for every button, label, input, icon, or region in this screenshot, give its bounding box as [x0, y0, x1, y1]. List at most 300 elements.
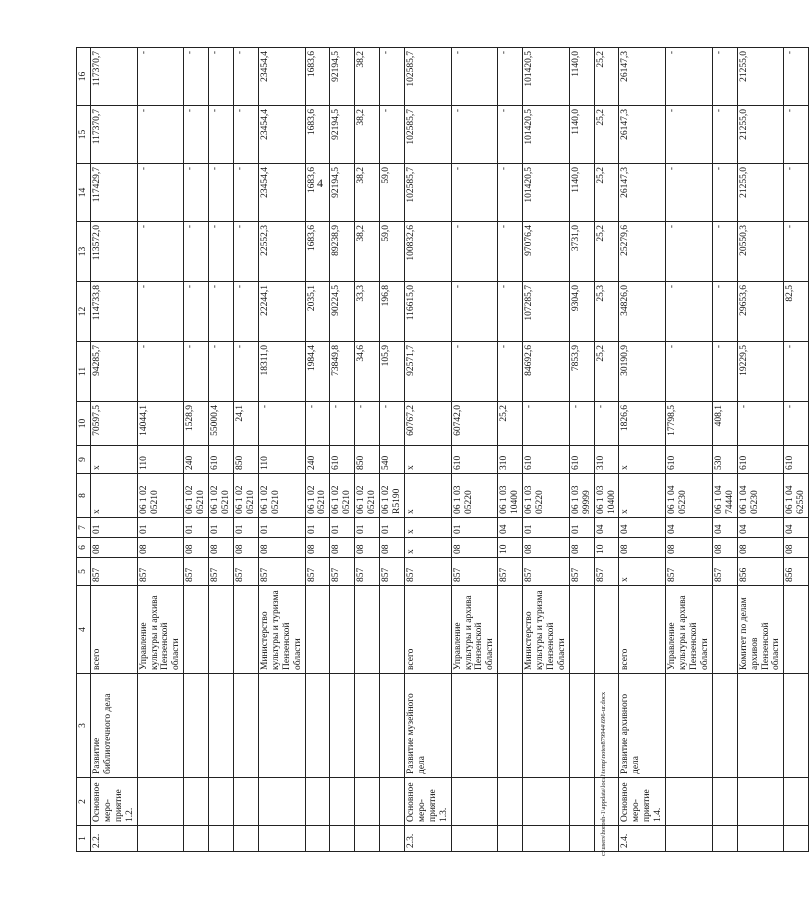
table-cell: 196,8 [380, 282, 405, 342]
table-cell: 25,2 [594, 342, 619, 402]
table-row [666, 48, 713, 852]
table-cell: - [137, 106, 184, 164]
table-cell: всего [404, 586, 451, 674]
table-cell: 06 1 04 05230 [666, 474, 713, 518]
header-cell: 8 [77, 474, 91, 518]
table-cell: - [451, 106, 498, 164]
table-cell [233, 778, 258, 826]
table-cell: 01 [233, 518, 258, 538]
table-cell: 117429,7 [90, 164, 137, 222]
table-row [137, 48, 184, 852]
table-cell: 97076,4 [523, 222, 570, 282]
table-cell [737, 778, 784, 826]
table-cell: 116615,0 [404, 282, 451, 342]
table-cell: - [498, 106, 523, 164]
table-cell: - [355, 402, 380, 446]
table-cell: 20550,3 [737, 222, 784, 282]
table-cell: 06 1 04 62550 [784, 474, 809, 518]
table-cell: 408,1 [712, 402, 737, 446]
table-cell: 610 [523, 446, 570, 474]
header-cell: 12 [77, 282, 91, 342]
table-cell: 08 [737, 538, 784, 558]
table-cell: - [137, 48, 184, 106]
table-cell: Управление культуры и архива Пензенской области [137, 586, 184, 674]
table-cell: 01 [380, 518, 405, 538]
table-row [523, 48, 570, 852]
table-cell: 30190,9 [619, 342, 666, 402]
table-cell: - [209, 282, 234, 342]
table-cell: 08 [233, 538, 258, 558]
table-cell: - [451, 282, 498, 342]
table-cell: 117370,7 [90, 106, 137, 164]
table-cell: - [784, 222, 809, 282]
table-cell [666, 674, 713, 778]
header-cell: 14 [77, 164, 91, 222]
table-cell: - [209, 48, 234, 106]
table-row [619, 48, 666, 852]
table-cell: 857 [380, 558, 405, 586]
table-cell: 857 [330, 558, 355, 586]
table-cell: 26147,3 [619, 164, 666, 222]
table-cell [233, 674, 258, 778]
table-cell: 25,2 [594, 106, 619, 164]
table-cell: 1140,0 [569, 164, 594, 222]
table-cell: - [498, 282, 523, 342]
table-cell: 857 [498, 558, 523, 586]
table-cell: - [233, 222, 258, 282]
table-cell: Министерство культуры и туризма Пензенской области [258, 586, 305, 674]
table-cell: 01 [137, 518, 184, 538]
table-cell: 82,5 [784, 282, 809, 342]
table-cell: х [404, 474, 451, 518]
table-cell: х [404, 518, 451, 538]
table-cell: 08 [523, 538, 570, 558]
table-cell [737, 826, 784, 852]
table-cell: - [233, 48, 258, 106]
table-cell: 101420,5 [523, 48, 570, 106]
table-cell: 08 [305, 538, 330, 558]
table-cell: 04 [666, 518, 713, 538]
table-cell: 2.2. [90, 826, 137, 852]
table-row [784, 48, 809, 852]
table-cell [451, 778, 498, 826]
table-cell: 857 [355, 558, 380, 586]
table-cell: 26147,3 [619, 106, 666, 164]
table-cell: - [666, 106, 713, 164]
table-cell: - [784, 164, 809, 222]
table-cell: 117370,7 [90, 48, 137, 106]
table-cell [305, 826, 330, 852]
table-cell: - [498, 222, 523, 282]
table-row [569, 48, 594, 852]
table-cell: 59,0 [380, 164, 405, 222]
table-cell: 102585,7 [404, 106, 451, 164]
table-cell: 29653,6 [737, 282, 784, 342]
table-cell: - [498, 342, 523, 402]
table-cell: 92194,5 [330, 48, 355, 106]
table-cell: 850 [355, 446, 380, 474]
table-cell: 850 [233, 446, 258, 474]
table-cell [305, 778, 330, 826]
table-cell: 34826,0 [619, 282, 666, 342]
table-cell: 857 [137, 558, 184, 586]
table-cell [330, 778, 355, 826]
table-cell: 08 [209, 538, 234, 558]
table-cell: 110 [258, 446, 305, 474]
header-cell: 15 [77, 106, 91, 164]
table-cell: 21255,0 [737, 48, 784, 106]
table-row [451, 48, 498, 852]
table-cell [355, 674, 380, 778]
table-cell [258, 674, 305, 778]
table-row [330, 48, 355, 852]
page-number: 4 [317, 176, 323, 190]
table-cell [380, 674, 405, 778]
table-cell [712, 674, 737, 778]
table-cell [569, 826, 594, 852]
table-cell: - [666, 48, 713, 106]
table-cell: 857 [90, 558, 137, 586]
table-cell [523, 778, 570, 826]
table-cell: - [451, 48, 498, 106]
table-cell: 110 [137, 446, 184, 474]
table-cell [784, 826, 809, 852]
table-cell: 08 [666, 538, 713, 558]
table-row [498, 48, 523, 852]
table-cell: 06 1 02 R5190 [380, 474, 405, 518]
table-cell [355, 586, 380, 674]
table-row [233, 48, 258, 852]
table-cell: 01 [451, 518, 498, 538]
header-cell: 1 [77, 826, 91, 852]
table-cell: Развитие библиотечного дела [90, 674, 137, 778]
table-cell: 01 [90, 518, 137, 538]
table-cell: 101420,5 [523, 164, 570, 222]
table-cell [209, 674, 234, 778]
table-cell: 04 [712, 518, 737, 538]
table-cell: 25,2 [594, 48, 619, 106]
table-cell: 610 [569, 446, 594, 474]
table-cell: Развитие музейного дела [404, 674, 451, 778]
table-cell: х [90, 446, 137, 474]
table-cell: 06 1 02 05210 [330, 474, 355, 518]
table-cell: - [498, 164, 523, 222]
table-cell: 08 [619, 538, 666, 558]
table-cell [209, 778, 234, 826]
table-cell: 38,2 [355, 164, 380, 222]
table-cell: 857 [666, 558, 713, 586]
table-cell [184, 674, 209, 778]
table-cell: 857 [184, 558, 209, 586]
table-cell: 1683,6 [305, 48, 330, 106]
table-cell: 38,2 [355, 48, 380, 106]
table-cell: всего [90, 586, 137, 674]
header-cell: 13 [77, 222, 91, 282]
table-cell: - [737, 402, 784, 446]
header-cell: 2 [77, 778, 91, 826]
table-cell: - [784, 342, 809, 402]
table-cell: 23454,4 [258, 48, 305, 106]
table-row [737, 48, 784, 852]
table-cell: 610 [784, 446, 809, 474]
table-cell: 04 [737, 518, 784, 538]
table-cell [666, 778, 713, 826]
table-cell: 610 [666, 446, 713, 474]
table-cell: 06 1 02 05210 [184, 474, 209, 518]
table-cell: 10 [594, 538, 619, 558]
table-cell [498, 778, 523, 826]
table-cell: 610 [330, 446, 355, 474]
budget-table [76, 47, 809, 852]
table-cell [305, 586, 330, 674]
table-cell: 857 [569, 558, 594, 586]
table-cell: 540 [380, 446, 405, 474]
table-cell: - [137, 282, 184, 342]
table-cell [184, 586, 209, 674]
table-cell: 310 [594, 446, 619, 474]
table-cell: - [258, 402, 305, 446]
table-cell: 84692,6 [523, 342, 570, 402]
table-row [90, 48, 137, 852]
table-cell [451, 826, 498, 852]
table-cell [233, 826, 258, 852]
table-cell [233, 586, 258, 674]
table-cell: - [712, 222, 737, 282]
table-cell: 610 [209, 446, 234, 474]
table-cell: 04 [498, 518, 523, 538]
table-cell: - [712, 106, 737, 164]
table-cell: 23454,4 [258, 164, 305, 222]
table-cell [258, 826, 305, 852]
table-cell [498, 674, 523, 778]
table-cell: Развитие архивного дела [619, 674, 666, 778]
table-cell: 08 [90, 538, 137, 558]
table-cell: 310 [498, 446, 523, 474]
table-cell: 06 1 02 05210 [305, 474, 330, 518]
table-cell: 610 [451, 446, 498, 474]
table-cell: 08 [330, 538, 355, 558]
table-cell: - [666, 342, 713, 402]
table-cell: 33,3 [355, 282, 380, 342]
table-cell: - [712, 164, 737, 222]
table-cell: 100832,6 [404, 222, 451, 282]
table-cell: 60742,0 [451, 402, 498, 446]
table-cell: 114733,8 [90, 282, 137, 342]
table-cell: - [380, 48, 405, 106]
table-cell: - [594, 402, 619, 446]
table-cell: 857 [233, 558, 258, 586]
table-cell: - [380, 402, 405, 446]
table-cell: 06 1 02 05210 [258, 474, 305, 518]
table-cell: х [619, 474, 666, 518]
table-cell: Основное меро-приятие 1.2. [90, 778, 137, 826]
table-cell [498, 826, 523, 852]
table-cell: 1683,6 [305, 164, 330, 222]
table-cell: - [712, 48, 737, 106]
table-cell: - [666, 164, 713, 222]
header-cell: 9 [77, 446, 91, 474]
table-cell: 102585,7 [404, 48, 451, 106]
table-cell: 1826,6 [619, 402, 666, 446]
table-cell: 08 [184, 538, 209, 558]
table-cell: - [666, 282, 713, 342]
table-cell: 08 [784, 538, 809, 558]
table-cell: - [569, 402, 594, 446]
table-cell: - [233, 342, 258, 402]
table-cell [523, 674, 570, 778]
table-cell [137, 674, 184, 778]
table-cell: - [784, 106, 809, 164]
table-cell: - [209, 106, 234, 164]
table-cell: - [666, 222, 713, 282]
table-cell: 857 [209, 558, 234, 586]
table-cell: 70597,5 [90, 402, 137, 446]
header-cell: 11 [77, 342, 91, 402]
table-cell: 25279,6 [619, 222, 666, 282]
table-cell: 89238,9 [330, 222, 355, 282]
table-cell: - [184, 222, 209, 282]
table-cell: 24,1 [233, 402, 258, 446]
table-cell: - [712, 342, 737, 402]
table-cell: 25,2 [498, 402, 523, 446]
table-cell: - [233, 106, 258, 164]
table-cell: 857 [305, 558, 330, 586]
table-cell: 06 1 03 05220 [451, 474, 498, 518]
table-cell: х [619, 558, 666, 586]
table-cell: Основное меро-приятие 1.3. [404, 778, 451, 826]
table-cell: 240 [305, 446, 330, 474]
table-cell: х [619, 446, 666, 474]
table-row [184, 48, 209, 852]
table-cell [380, 826, 405, 852]
table-cell: - [209, 164, 234, 222]
table-cell [569, 778, 594, 826]
table-cell: 04 [784, 518, 809, 538]
footer-file-path: c:\users\horosh-1\appdata\local\temp\notes879944\696-ur.docx [600, 691, 607, 856]
table-cell: - [184, 164, 209, 222]
table-cell [784, 674, 809, 778]
table-cell: - [784, 48, 809, 106]
table-cell: 610 [737, 446, 784, 474]
header-cell: 16 [77, 48, 91, 106]
table-row [380, 48, 405, 852]
table-cell: 25,2 [594, 164, 619, 222]
table-cell [712, 826, 737, 852]
table-cell [737, 674, 784, 778]
table-cell: 857 [712, 558, 737, 586]
table-cell [498, 586, 523, 674]
header-cell: 3 [77, 674, 91, 778]
table-cell: - [498, 48, 523, 106]
header-cell: 10 [77, 402, 91, 446]
table-cell: 01 [355, 518, 380, 538]
table-cell: 25,3 [594, 282, 619, 342]
table-cell [712, 586, 737, 674]
table-cell: 06 1 02 05210 [209, 474, 234, 518]
table-cell [258, 778, 305, 826]
table-cell [355, 778, 380, 826]
header-cell: 6 [77, 538, 91, 558]
table-cell: 06 1 03 99999 [569, 474, 594, 518]
header-cell: 7 [77, 518, 91, 538]
table-cell: 23454,4 [258, 106, 305, 164]
table-cell: - [784, 402, 809, 446]
table-cell: 38,2 [355, 222, 380, 282]
table-cell: 2035,1 [305, 282, 330, 342]
table-cell: 22552,3 [258, 222, 305, 282]
table-cell: 25,2 [594, 222, 619, 282]
table-cell: - [330, 402, 355, 446]
table-cell: 06 1 02 05210 [137, 474, 184, 518]
table-row [305, 48, 330, 852]
table-cell: Комитет по делам архивов Пензенской области [737, 586, 784, 674]
table-cell: 34,6 [355, 342, 380, 402]
table-cell: 01 [330, 518, 355, 538]
table-row [258, 48, 305, 852]
table-cell: - [209, 342, 234, 402]
table-cell: 55000,4 [209, 402, 234, 446]
table-cell: 105,9 [380, 342, 405, 402]
table-cell: 08 [380, 538, 405, 558]
table-cell: 22244,1 [258, 282, 305, 342]
table-cell: 7853,9 [569, 342, 594, 402]
header-cell: 5 [77, 558, 91, 586]
table-cell: 73849,8 [330, 342, 355, 402]
table-cell: Управление культуры и архива Пензенской области [666, 586, 713, 674]
table-cell: 08 [137, 538, 184, 558]
table-cell: - [184, 342, 209, 402]
table-cell: 06 1 03 05220 [523, 474, 570, 518]
table-cell: Управление культуры и архива Пензенской области [451, 586, 498, 674]
table-cell: всего [619, 586, 666, 674]
table-cell [569, 674, 594, 778]
table-cell: 102585,7 [404, 164, 451, 222]
header-cell: 4 [77, 586, 91, 674]
table-cell: - [137, 342, 184, 402]
table-cell: 9304,0 [569, 282, 594, 342]
table-cell: 06 1 03 10400 [594, 474, 619, 518]
table-cell: - [209, 222, 234, 282]
table-cell: - [712, 282, 737, 342]
table-cell: 1528,9 [184, 402, 209, 446]
table-cell [594, 586, 619, 674]
table-cell: 01 [523, 518, 570, 538]
table-cell: 06 1 04 74440 [712, 474, 737, 518]
table-cell: 14044,1 [137, 402, 184, 446]
table-cell: 19229,5 [737, 342, 784, 402]
table-cell: 08 [451, 538, 498, 558]
table-cell: - [523, 402, 570, 446]
table-cell: 1140,0 [569, 106, 594, 164]
table-cell [209, 586, 234, 674]
table-cell: 92194,5 [330, 106, 355, 164]
table-cell: 01 [184, 518, 209, 538]
table-cell [330, 674, 355, 778]
table-cell: 2.4. [619, 826, 666, 852]
table-cell [784, 778, 809, 826]
table-cell: 113572,0 [90, 222, 137, 282]
table-cell: 857 [451, 558, 498, 586]
table-cell: 01 [569, 518, 594, 538]
table-cell: 857 [523, 558, 570, 586]
table-cell [184, 826, 209, 852]
table-cell: 1140,0 [569, 48, 594, 106]
table-cell: 856 [784, 558, 809, 586]
table-cell: - [451, 342, 498, 402]
table-cell: 94285,7 [90, 342, 137, 402]
table-cell: - [184, 106, 209, 164]
table-cell: 60767,2 [404, 402, 451, 446]
